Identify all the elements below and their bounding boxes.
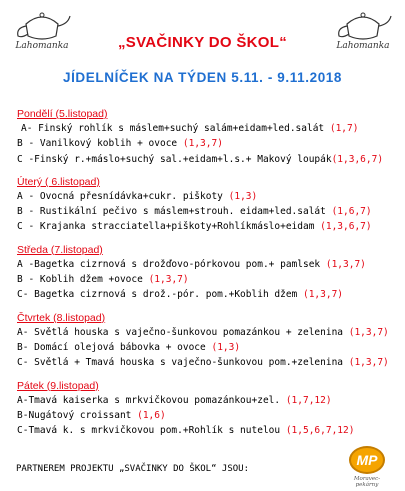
weekly-menu <box>17 108 402 447</box>
allergen-codes: (1,3) <box>228 190 258 202</box>
allergen-codes: (1,3,7) <box>182 138 223 150</box>
menu-item <box>17 340 402 355</box>
day-section <box>17 108 402 167</box>
menu-item-text: C- Bagetka cizrnová s drož.-pór. pom.+Koblih džem <box>17 289 303 301</box>
menu-item <box>17 152 402 167</box>
allergen-codes: (1,7,12) <box>285 394 332 406</box>
allergen-codes: (1,3,6,7) <box>320 221 372 233</box>
mp-badge: MP <box>349 446 385 474</box>
menu-item <box>17 287 402 302</box>
menu-item-text: A-Tmavá kaiserka s mrkvičkovou pomazánkou+zel. <box>17 394 286 406</box>
menu-item <box>17 355 402 370</box>
menu-item-text: B-Nugátový croissant <box>17 409 138 421</box>
allergen-codes: (1,6,7) <box>331 206 372 218</box>
menu-item-text: A- Světlá houska s vaječno-šunkovou pomazánkou + zelenina <box>17 326 349 338</box>
day-heading: Pátek (9.listopad) <box>17 379 99 392</box>
menu-item <box>17 408 402 423</box>
day-heading: Úterý ( 6.listopad) <box>17 175 100 188</box>
svg-text:Lahomanka: Lahomanka <box>336 41 390 51</box>
day-heading: Pondělí (5.listopad) <box>17 108 108 120</box>
day-section <box>17 244 402 303</box>
menu-item <box>17 393 402 408</box>
day-section <box>17 176 402 235</box>
menu-item <box>17 272 402 287</box>
menu-item-text: C-Tmavá k. s mrkvičkovou pom.+Rohlík s nutelou <box>17 425 286 437</box>
page-title: „SVAČINKY DO ŠKOL“ <box>117 34 288 51</box>
menu-item <box>17 257 402 272</box>
menu-item <box>17 189 402 204</box>
menu-item <box>17 204 402 219</box>
moravec-pekarny-logo <box>343 446 391 488</box>
partner-text: PARTNEREM PROJEKTU „SVAČINKY DO ŠKOL“ JSOU: <box>16 464 249 474</box>
allergen-codes: (1,3,7) <box>302 289 344 301</box>
menu-item-text: A- Finský rohlík s máslem+suchý salám+eidam+led.salát <box>21 123 330 134</box>
menu-item <box>17 136 402 151</box>
menu-item-text: C -Finský r.+máslo+suchý sal.+eidam+l.s.+ Makový loupák <box>17 153 332 165</box>
day-section <box>17 312 402 371</box>
menu-item-text: B - Koblih džem +ovoce <box>17 274 149 286</box>
day-section <box>17 380 402 439</box>
week-subtitle: JÍDELNÍČEK NA TÝDEN 5.11. - 9.11.2018 <box>62 70 343 85</box>
menu-item-text: A -Bagetka cizrnová s drožďovo-pórkovou pom.+ pamlsek <box>17 258 326 270</box>
allergen-codes: (1,3) <box>211 341 241 353</box>
menu-item-text: C- Světlá + Tmavá houska s vaječno-šunkovou pom.+zelenina <box>17 357 349 369</box>
menu-item <box>17 121 402 136</box>
menu-item <box>17 325 402 340</box>
menu-item-text: A - Ovocná přesnídávka+cukr. piškoty <box>17 190 229 202</box>
allergen-codes: (1,7) <box>329 123 359 134</box>
menu-item <box>17 219 402 234</box>
allergen-codes: (1,3,7) <box>348 357 389 369</box>
allergen-codes: (1,3,7) <box>325 258 366 270</box>
allergen-codes: (1,6) <box>137 409 166 421</box>
svg-text:Lahomanka: Lahomanka <box>15 41 69 51</box>
allergen-codes: (1,3,7) <box>348 326 389 338</box>
mp-subtext: Moravec-pekárny <box>353 476 381 488</box>
allergen-codes: (1,3,6,7) <box>331 153 384 165</box>
menu-item-text: C - Krajanka stracciatella+piškoty+Rohlíkmáslo+eidam <box>17 221 321 233</box>
day-heading: Středa (7.listopad) <box>17 243 103 256</box>
menu-item <box>17 423 402 438</box>
allergen-codes: (1,5,6,7,12) <box>285 425 355 437</box>
menu-item-text: B - Rustikální pečivo s máslem+strouh. eidam+led.salát <box>17 206 332 218</box>
day-heading: Čtvrtek (8.listopad) <box>17 311 106 324</box>
menu-item-text: B- Domácí olejová bábovka + ovoce <box>17 341 212 353</box>
menu-item-text: B - Vanilkový koblih + ovoce <box>17 138 183 150</box>
allergen-codes: (1,3,7) <box>148 274 189 286</box>
